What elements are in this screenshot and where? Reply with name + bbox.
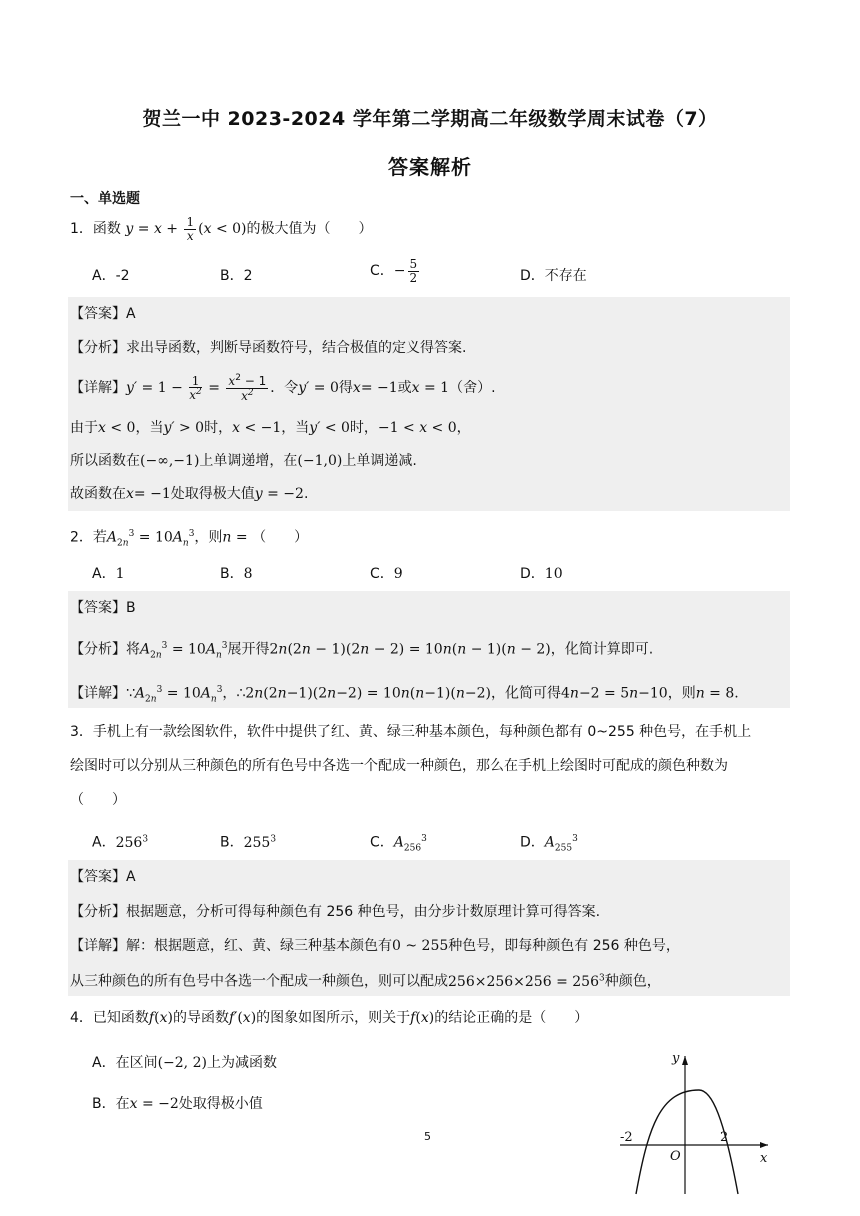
question-1-analysis: 【分析】求出导函数，判断导函数符号，结合极值的定义得答案. — [70, 340, 467, 356]
question-1-detail: 【详解】y′ = 1 − $\frac{1}{x^2}$ = $\frac{x^2 - 1}{x^2}$ ．令y′ = 0得x= −1或x = 1（舍）. — [70, 373, 496, 403]
question-1-option-b: B．2 — [220, 268, 253, 284]
x-axis-label: x — [760, 1151, 768, 1166]
question-1-answer: 【答案】A — [70, 306, 136, 322]
question-2-option-b: B．8 — [220, 566, 253, 582]
y-axis-label: y — [672, 1051, 680, 1066]
question-2-option-d: D．10 — [520, 566, 563, 582]
question-3-option-d: D．$A_{255}^3$ — [520, 834, 578, 854]
question-3-stem-line-1: 3．手机上有一款绘图软件，软件中提供了红、黄、绿三种基本颜色，每种颜色都有 0~255 种色号，在手机上 — [70, 724, 752, 740]
question-2-analysis: 【分析】将$A_{2n}^3 = 10A_n^3$展开得2n(2n − 1)(2n − 2) = 10n(n − 1)(n − 2)，化简计算即可. — [70, 641, 654, 661]
answer-box-1 — [68, 297, 790, 511]
question-1-detail-line-3: 所以函数在(−∞,−1)上单调递增，在(−1,0)上单调递减. — [70, 453, 417, 469]
question-3-answer: 【答案】A — [70, 869, 136, 885]
page-title: 贺兰一中 2023-2024 学年第二学期高二年级数学周末试卷（7） — [142, 108, 718, 130]
question-3-option-c: C．$A_{256}^3$ — [370, 834, 427, 854]
question-1-stem: 1．函数 y = x + $\frac{1}{x}$ (x < 0)的极大值为（ ） — [70, 215, 373, 243]
question-2-option-a: A．1 — [92, 566, 125, 582]
page-subtitle: 答案解析 — [388, 155, 472, 179]
question-1-option-a: A．-2 — [92, 268, 130, 284]
question-1-detail-line-2: 由于x < 0，当y′ > 0时，x < −1，当y′ < 0时，−1 < x < 0， — [70, 420, 471, 436]
question-4-option-b: B．在x = −2处取得极小值 — [92, 1096, 263, 1112]
page-number: 5 — [424, 1130, 431, 1143]
question-2-stem: 2．若$A_{2n}^3 = 10A_n^3$，则n = （ ） — [70, 529, 309, 549]
question-3-detail: 【详解】解：根据题意，红、黄、绿三种基本颜色有0 ~ 255种色号，即每种颜色有 256 种色号， — [70, 938, 680, 954]
derivative-graph — [612, 1048, 774, 1196]
question-4-stem: 4．已知函数f(x)的导函数f′(x)的图象如图所示，则关于f(x)的结论正确的是（ ） — [70, 1010, 589, 1026]
origin-label: O — [670, 1149, 681, 1164]
y-axis-arrow-icon — [682, 1056, 688, 1065]
question-2-option-c: C．9 — [370, 566, 403, 582]
left-root-label: -2 — [620, 1130, 633, 1145]
question-4-option-a: A．在区间(−2, 2)上为减函数 — [92, 1055, 277, 1071]
x-axis-arrow-icon — [760, 1142, 768, 1148]
question-3-option-b: B．$255^3$ — [220, 834, 277, 851]
question-1-option-d: D．不存在 — [520, 268, 587, 284]
question-3-stem-line-3: （ ） — [70, 792, 126, 808]
question-1-detail-line-4: 故函数在x= −1处取得极大值y = −2. — [70, 486, 309, 502]
question-1-option-c: C．− $\frac{5}{2}$ — [370, 257, 418, 285]
section-heading: 一、单选题 — [70, 191, 140, 207]
question-2-answer: 【答案】B — [70, 600, 136, 616]
question-3-option-a: A．$256^3$ — [92, 834, 149, 851]
right-root-label: 2 — [720, 1130, 729, 1145]
question-3-stem-line-2: 绘图时可以分别从三种颜色的所有色号中各选一个配成一种颜色，那么在手机上绘图时可配成的颜色种数为 — [70, 758, 728, 774]
question-3-analysis: 【分析】根据题意，分析可得每种颜色有 256 种色号，由分步计数原理计算可得答案. — [70, 904, 601, 920]
question-2-detail: 【详解】$\because A_{2n}^3 = 10A_n^3$，∴2n(2n−1)(2n−2) = 10n(n−1)(n−2)，化简可得4n−2 = 5n−10，则n = 8. — [70, 685, 739, 705]
question-3-detail-line-2: 从三种颜色的所有色号中各选一个配成一种颜色，则可以配成$256\times 256\times 256 = 256^3$种颜色， — [70, 973, 661, 990]
